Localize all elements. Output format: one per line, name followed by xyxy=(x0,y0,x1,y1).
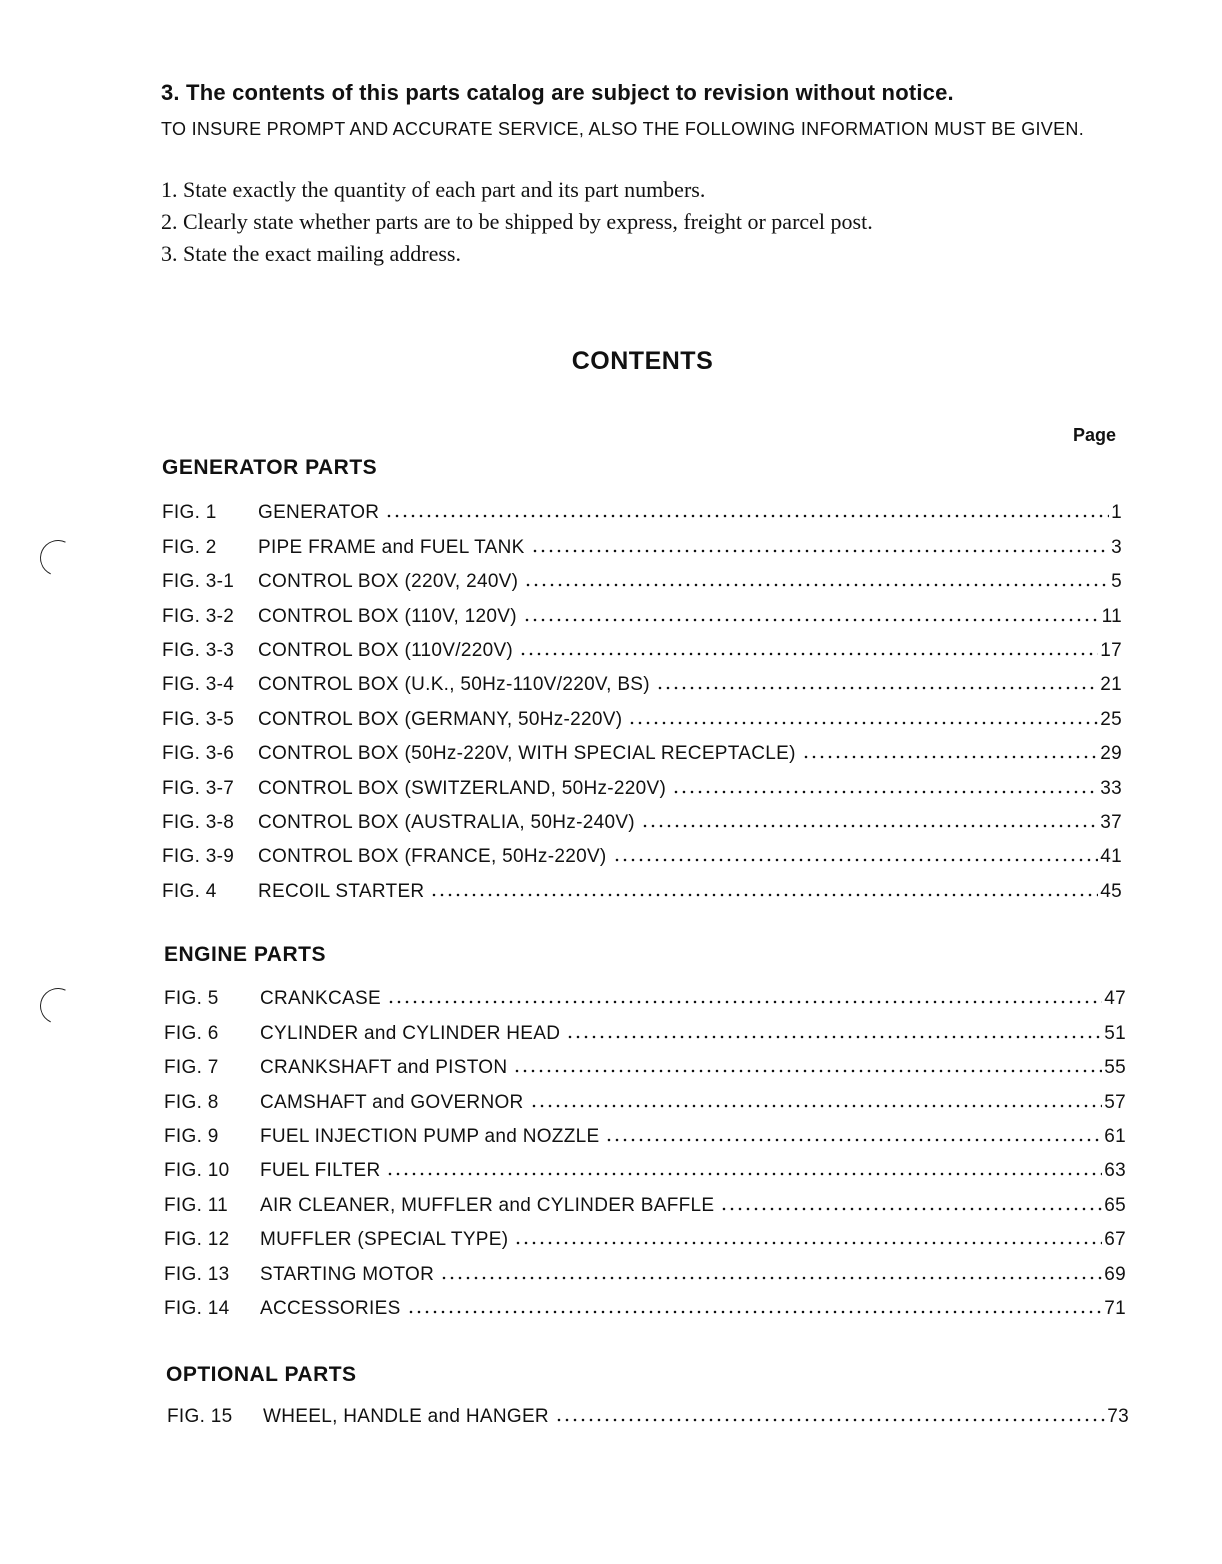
toc-dot-leader xyxy=(530,1104,1103,1108)
toc-entry-page-number: 55 xyxy=(1104,1057,1126,1079)
toc-dot-leader xyxy=(802,755,1099,759)
toc-entry-page-number: 21 xyxy=(1100,674,1122,696)
toc-entry-page-number: 11 xyxy=(1101,605,1122,627)
toc-entry-title: AIR CLEANER, MUFFLER and CYLINDER BAFFLE xyxy=(260,1194,715,1216)
toc-dot-leader xyxy=(531,549,1110,553)
toc-dot-leader xyxy=(523,618,1100,622)
toc-entry-figure-number: FIG. 9 xyxy=(164,1125,219,1147)
toc-entry-page-number: 57 xyxy=(1104,1091,1126,1113)
toc-dot-leader xyxy=(514,1241,1102,1245)
toc-entry-title: CRANKSHAFT and PISTON xyxy=(260,1057,508,1079)
toc-entry-title: CYLINDER and CYLINDER HEAD xyxy=(260,1022,561,1044)
toc-entry-title: WHEEL, HANDLE and HANGER xyxy=(263,1406,549,1428)
toc-entry xyxy=(162,559,1122,593)
toc-entry-page-number: 71 xyxy=(1104,1297,1126,1319)
toc-entry-page-number: 25 xyxy=(1100,708,1122,730)
toc-entry-title: ACCESSORIES xyxy=(260,1297,401,1319)
toc-entry-title: CONTROL BOX (110V/220V) xyxy=(258,639,514,661)
toc-dot-leader xyxy=(628,721,1098,725)
toc-dot-leader xyxy=(440,1276,1102,1280)
toc-entry-page-number: 37 xyxy=(1100,811,1122,833)
toc-list-generator-parts xyxy=(162,490,1122,903)
contents-title: CONTENTS xyxy=(571,347,714,375)
toc-entry-page-number: 33 xyxy=(1100,777,1122,799)
toc-entry-page-number: 51 xyxy=(1104,1022,1126,1044)
toc-dot-leader xyxy=(385,514,1109,518)
toc-entry xyxy=(164,976,1126,1010)
toc-entry-figure-number: FIG. 2 xyxy=(162,536,217,558)
toc-entry xyxy=(162,524,1122,558)
toc-entry xyxy=(162,765,1122,799)
toc-entry-title: RECOIL STARTER xyxy=(258,880,425,902)
toc-entry-figure-number: FIG. 12 xyxy=(164,1229,230,1251)
section-heading-optional-parts: OPTIONAL PARTS xyxy=(166,1363,357,1386)
toc-entry-title: FUEL FILTER xyxy=(260,1160,381,1182)
toc-entry xyxy=(162,731,1122,765)
toc-entry xyxy=(164,1148,1126,1182)
instruction-item: 1. State exactly the quantity of each part and its part numbers. xyxy=(161,177,706,202)
toc-entry xyxy=(164,1251,1126,1285)
toc-entry xyxy=(162,628,1122,662)
toc-dot-leader xyxy=(566,1035,1102,1039)
toc-dot-leader xyxy=(387,1000,1102,1004)
toc-entry xyxy=(162,662,1122,696)
binder-hole-mark xyxy=(35,983,81,1029)
toc-entry-page-number: 41 xyxy=(1100,846,1122,868)
toc-entry-page-number: 1 xyxy=(1111,502,1122,524)
toc-entry-page-number: 69 xyxy=(1104,1263,1126,1285)
toc-dot-leader xyxy=(641,824,1098,828)
toc-entry-page-number: 29 xyxy=(1100,743,1122,765)
toc-entry-figure-number: FIG. 3-8 xyxy=(162,811,235,833)
toc-entry xyxy=(167,1394,1129,1428)
toc-dot-leader xyxy=(613,858,1099,862)
toc-entry-page-number: 5 xyxy=(1111,571,1122,593)
toc-entry-figure-number: FIG. 13 xyxy=(164,1263,230,1285)
toc-entry-figure-number: FIG. 3-3 xyxy=(162,639,235,661)
toc-entry-figure-number: FIG. 3-6 xyxy=(162,743,235,765)
binder-hole-mark xyxy=(35,535,81,581)
toc-entry-figure-number: FIG. 3-2 xyxy=(162,605,235,627)
toc-entry-figure-number: FIG. 11 xyxy=(164,1194,229,1216)
toc-entry-title: CRANKCASE xyxy=(260,988,381,1010)
toc-dot-leader xyxy=(430,893,1098,897)
toc-entry-figure-number: FIG. 3-9 xyxy=(162,846,235,868)
revision-notice-heading: 3. The contents of this parts catalog are subject to revision without notice. xyxy=(161,80,954,105)
toc-entry-title: CONTROL BOX (SWITZERLAND, 50Hz-220V) xyxy=(258,777,667,799)
toc-entry xyxy=(162,696,1122,730)
toc-entry-page-number: 63 xyxy=(1104,1160,1126,1182)
toc-list-optional-parts xyxy=(167,1394,1129,1428)
toc-entry-page-number: 47 xyxy=(1104,988,1126,1010)
toc-entry-title: GENERATOR xyxy=(258,502,380,524)
toc-entry xyxy=(162,490,1122,524)
toc-entry-figure-number: FIG. 1 xyxy=(162,502,217,524)
toc-entry-page-number: 65 xyxy=(1104,1194,1126,1216)
toc-entry-title: FUEL INJECTION PUMP and NOZZLE xyxy=(260,1125,600,1147)
toc-entry xyxy=(162,834,1122,868)
toc-dot-leader xyxy=(386,1172,1102,1176)
toc-entry-title: STARTING MOTOR xyxy=(260,1263,435,1285)
toc-dot-leader xyxy=(519,652,1098,656)
toc-dot-leader xyxy=(407,1310,1103,1314)
toc-entry-figure-number: FIG. 3-5 xyxy=(162,708,235,730)
toc-entry-title: CONTROL BOX (U.K., 50Hz-110V/220V, BS) xyxy=(258,674,650,696)
toc-entry-figure-number: FIG. 5 xyxy=(164,988,219,1010)
toc-entry-figure-number: FIG. 7 xyxy=(164,1057,219,1079)
toc-list-engine-parts xyxy=(164,976,1126,1320)
toc-entry xyxy=(164,1010,1126,1044)
toc-entry xyxy=(164,1079,1126,1113)
toc-entry-title: MUFFLER (SPECIAL TYPE) xyxy=(260,1229,509,1251)
toc-entry-title: CONTROL BOX (AUSTRALIA, 50Hz-240V) xyxy=(258,811,635,833)
toc-entry-page-number: 67 xyxy=(1104,1229,1126,1251)
section-heading-generator-parts: GENERATOR PARTS xyxy=(162,456,378,479)
toc-entry-page-number: 73 xyxy=(1107,1406,1129,1428)
toc-entry-figure-number: FIG. 3-7 xyxy=(162,777,235,799)
instruction-item: 3. State the exact mailing address. xyxy=(161,241,461,266)
toc-entry xyxy=(164,1217,1126,1251)
toc-entry-title: CONTROL BOX (GERMANY, 50Hz-220V) xyxy=(258,708,623,730)
toc-entry xyxy=(164,1045,1126,1079)
toc-entry-title: CONTROL BOX (FRANCE, 50Hz-220V) xyxy=(258,846,607,868)
toc-entry xyxy=(164,1182,1126,1216)
service-info-notice: TO INSURE PROMPT AND ACCURATE SERVICE, ALSO THE FOLLOWING INFORMATION MUST BE GIVEN. xyxy=(161,119,1085,139)
toc-entry xyxy=(164,1114,1126,1148)
toc-entry xyxy=(162,868,1122,902)
toc-entry xyxy=(162,593,1122,627)
toc-dot-leader xyxy=(524,583,1109,587)
toc-entry-figure-number: FIG. 14 xyxy=(164,1297,230,1319)
page-column-label: Page xyxy=(1073,425,1117,445)
toc-entry-figure-number: FIG. 3-4 xyxy=(162,674,235,696)
toc-entry-figure-number: FIG. 6 xyxy=(164,1022,219,1044)
section-heading-engine-parts: ENGINE PARTS xyxy=(164,943,326,966)
toc-dot-leader xyxy=(672,790,1098,794)
toc-entry-page-number: 3 xyxy=(1111,536,1122,558)
toc-entry-figure-number: FIG. 4 xyxy=(162,880,217,902)
toc-entry-figure-number: FIG. 15 xyxy=(167,1406,233,1428)
toc-entry-title: CAMSHAFT and GOVERNOR xyxy=(260,1091,524,1113)
instruction-item: 2. Clearly state whether parts are to be shipped by express, freight or parcel post. xyxy=(161,209,873,234)
toc-entry-page-number: 17 xyxy=(1100,639,1122,661)
toc-entry-figure-number: FIG. 3-1 xyxy=(162,571,235,593)
toc-entry-page-number: 45 xyxy=(1100,880,1122,902)
toc-entry-title: CONTROL BOX (110V, 120V) xyxy=(258,605,517,627)
toc-entry-title: PIPE FRAME and FUEL TANK xyxy=(258,536,525,558)
toc-dot-leader xyxy=(605,1138,1102,1142)
toc-entry-figure-number: FIG. 10 xyxy=(164,1160,230,1182)
toc-entry-title: CONTROL BOX (50Hz-220V, WITH SPECIAL RECEPTACLE) xyxy=(258,743,796,765)
toc-entry-figure-number: FIG. 8 xyxy=(164,1091,219,1113)
order-instructions xyxy=(161,174,873,270)
toc-dot-leader xyxy=(513,1069,1102,1073)
toc-entry xyxy=(164,1286,1126,1320)
toc-dot-leader xyxy=(555,1418,1105,1422)
toc-entry-page-number: 61 xyxy=(1104,1125,1126,1147)
toc-dot-leader xyxy=(656,686,1098,690)
toc-dot-leader xyxy=(720,1207,1102,1211)
toc-entry xyxy=(162,800,1122,834)
toc-entry-title: CONTROL BOX (220V, 240V) xyxy=(258,571,519,593)
